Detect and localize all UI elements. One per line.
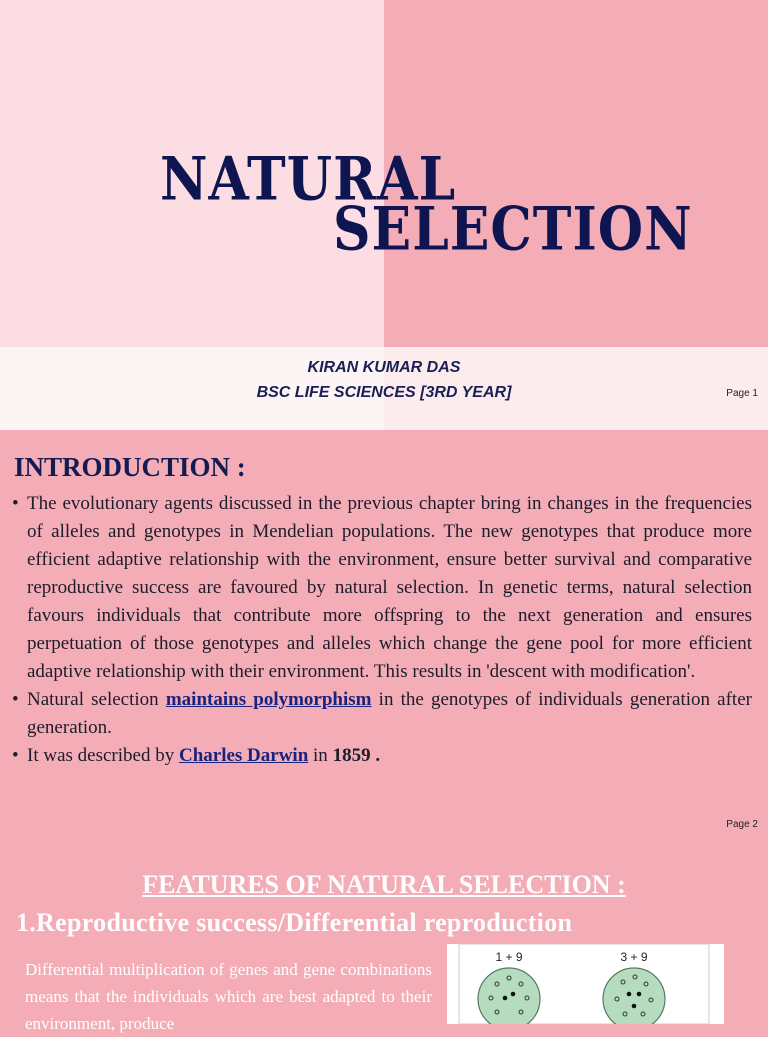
title-page [0,0,768,430]
cell-2 [603,968,665,1024]
page-number-2: Page 2 [726,819,758,830]
year-text: 1859 . [332,745,381,766]
cell-diagram-figure [447,944,724,1024]
polymorphism-link[interactable]: maintains polymorphism [165,689,372,710]
figure-label-1: 1 + 9 [495,950,523,964]
page-number-1: Page 1 [726,388,758,399]
bullet-item [12,742,752,770]
title-line-1: NATURAL [160,144,457,215]
features-subheading: 1.Reproductive success/Differential reproduction [16,908,573,937]
bullet-marker: • [12,745,19,766]
bullet-text: The evolutionary agents discussed in the previous chapter bring in changes in the frequencies of alleles and genotypes in Mendelian populations. The new genotypes that produce more efficient adaptive relationship with the environment, ensure better survival and comparative reproductive success are favoured by natural selection. In genetic terms, natural selection favours individuals that contribute more offspring to the next generation and ensures perpetuation of those genotypes and alleles which change the gene pool for more efficient adaptive relationship with their environment. This results in 'descent with modification'. [27,493,752,682]
bullet-text: It was described by [27,745,179,766]
features-paragraph: Differential multiplication of genes and gene combinations means that the individuals which are best adapted to their environment, produce [25,960,432,1033]
bullet-item [12,490,752,686]
introduction-bullets [12,490,752,770]
bullet-marker: • [12,689,19,710]
features-heading: FEATURES OF NATURAL SELECTION : [142,870,626,899]
bullet-item [12,686,752,742]
charles-darwin-link[interactable]: Charles Darwin [178,745,309,766]
bullet-text: in [308,745,333,766]
author-course: BSC LIFE SCIENCES [3RD YEAR] [256,384,512,401]
bullet-text: in the genotypes of individuals generation after generation. [27,689,752,738]
cell-1 [478,968,540,1024]
bullet-marker: • [12,493,19,514]
bullet-text: Natural selection [27,689,166,710]
introduction-heading: INTRODUCTION : [14,452,246,482]
author-name: KIRAN KUMAR DAS [307,359,461,376]
figure-label-2: 3 + 9 [620,950,648,964]
title-line-2: SELECTION [333,194,693,265]
cell-diagram-svg [447,944,724,1024]
